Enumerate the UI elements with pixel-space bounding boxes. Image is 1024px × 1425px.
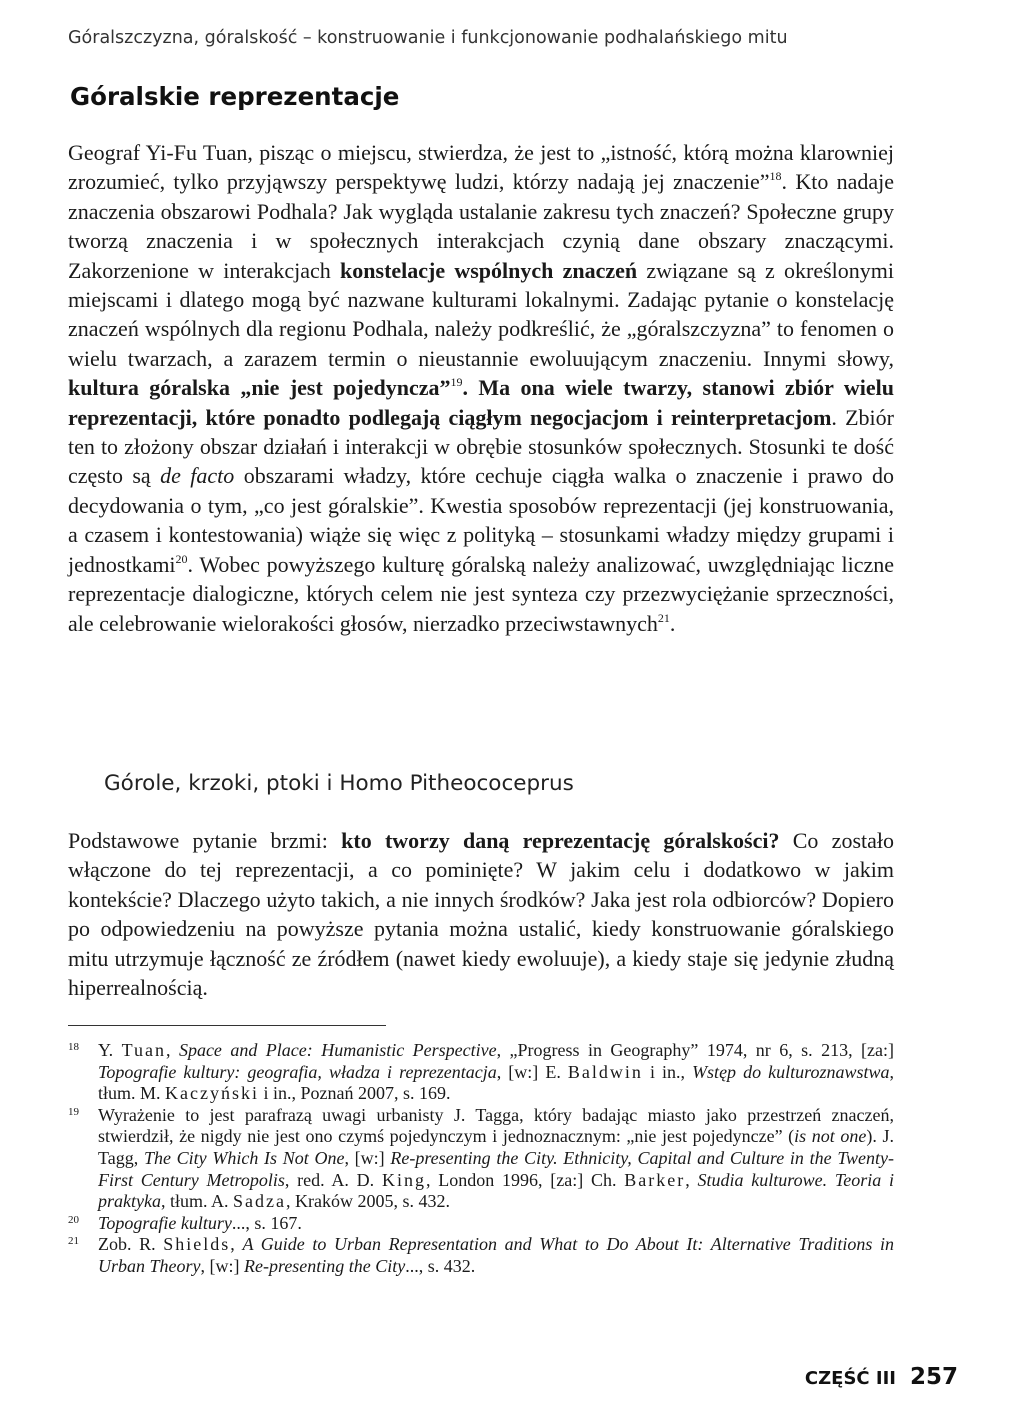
text-run: Y.	[98, 1040, 122, 1060]
author-name: Kaczyński	[165, 1083, 259, 1104]
italic-title: Wstęp do kulturoznawstwa	[692, 1061, 890, 1082]
footnote-number: 20	[68, 1213, 79, 1226]
footnote-20	[68, 1213, 894, 1235]
italic-title: Re-presenting the City	[244, 1255, 406, 1276]
text-run: i in.,	[642, 1061, 693, 1082]
running-head: Góralszczyzna, góralskość – konstruowanie i funkcjonowanie podhalańskiego mitu	[68, 28, 788, 48]
text-run: . Kto nadaje znaczenia obszarowi Podhala? Jak wygląda ustalanie zakresu tych znaczeń? Społeczne grupy tworzą znaczenia i w społecznych interakcjach czynią dane obszary znaczącymi. Zakorzenione w interakcjach	[68, 169, 895, 283]
paragraph-2	[68, 826, 894, 1002]
text-run: , [w:] E.	[496, 1061, 568, 1082]
text-run: ,	[685, 1169, 698, 1190]
footnotes	[68, 1040, 894, 1278]
part-label: CZĘŚĆ III	[804, 1368, 896, 1389]
author-name: Baldwin	[567, 1061, 643, 1082]
subheading: Górole, krzoki, ptoki i Homo Pitheococeprus	[104, 771, 574, 796]
text-run: , [w:]	[344, 1147, 391, 1168]
text-run: Zob. R.	[98, 1234, 164, 1255]
text-run: Podstawowe pytanie brzmi:	[68, 828, 342, 853]
footnote-ref-19[interactable]: 19	[450, 375, 463, 390]
text-run: Geograf Yi-Fu Tuan, pisząc o miejscu, stwierdza, że jest to „istność, którą można klarowniej zrozumieć, tylko przyjąwszy perspektywę ludzi, którzy nadają jej znaczenie”	[68, 140, 894, 195]
text-run: ,	[165, 1040, 179, 1060]
text-run: ,	[230, 1234, 243, 1255]
text-run: Wyrażenie to jest parafrazą uwagi urbanisty J. Tagga, który badając miasto jako przestrzeń znaczeń, stwierdził, że nigdy nie jest ono czymś pojedynczym i jednoznacznym: „nie jest pojedyncze” (	[98, 1104, 894, 1147]
author-name: King	[381, 1169, 426, 1190]
text-run: , tłum. A.	[160, 1191, 233, 1212]
footnote-number: 21	[68, 1235, 79, 1248]
bold-phrase: konstelacje wspólnych znaczeń	[340, 257, 638, 283]
italic-title: Re-presenting the City. Ethnicity, Capital and Culture in the Twenty-First Century Metropolis	[98, 1147, 894, 1190]
footnote-ref-18[interactable]: 18	[769, 169, 782, 184]
text-run: ..., s. 432.	[405, 1255, 476, 1276]
footnote-21	[68, 1234, 894, 1277]
text-run: , London 1996, [za:] Ch.	[425, 1169, 625, 1190]
page-number: 257	[909, 1364, 958, 1390]
text-run: . Zbiór ten to złożony obszar działań i interakcji w obrębie stosunków społecznych. Stosunki te dość często są	[68, 404, 894, 489]
footnote-number: 18	[68, 1041, 79, 1053]
author-name: Barker	[624, 1169, 686, 1190]
italic-phrase: de facto	[160, 463, 235, 489]
footnote-19	[68, 1105, 894, 1213]
text-run: , [w:]	[200, 1255, 244, 1276]
bold-phrase: kto tworzy daną reprezentację góralskości?	[341, 828, 780, 853]
text-run: ). J. Tagg,	[98, 1126, 894, 1168]
footnote-divider	[68, 1025, 386, 1026]
text-run: , red. A. D.	[284, 1169, 382, 1190]
section-heading: Góralskie reprezentacje	[70, 82, 400, 111]
italic-title: Space and Place: Humanistic Perspective	[178, 1040, 497, 1060]
footnote-ref-21[interactable]: 21	[657, 610, 670, 625]
author-name: Tuan	[121, 1040, 166, 1060]
italic-title: Topografie kultury	[98, 1212, 232, 1233]
italic-title: Studia kulturowe. Teoria i praktyka	[98, 1169, 895, 1212]
text-run: i in., Poznań 2007, s. 169.	[259, 1083, 451, 1104]
italic-title: Topografie kultury: geografia, władza i reprezentacja	[98, 1061, 497, 1082]
bold-phrase: . Ma ona wiele twarzy, stanowi zbiór wielu reprezentacji, które ponadto podlegają ciągłym negocjacjom i reinterpretacjom	[68, 375, 895, 430]
italic-title: A Guide to Urban Representation and What to Do About It: Alternative Traditions in Urban Theory	[98, 1234, 894, 1276]
text-run: , „Progress in Geography” 1974, nr 6, s. 213, [za:]	[496, 1040, 895, 1060]
text-run: ..., s. 167.	[231, 1212, 302, 1233]
text-run: obszarami władzy, które cechuje ciągła walka o znaczenie i prawo do decydowania o tym, „co jest góralskie”. Kwestia sposobów reprezentacji (jej konstruowania, a czasem i kontestowania) wiąże się więc z polityką – stosunkami władzy między grupami i jednostkami	[68, 463, 894, 577]
paragraph-1	[68, 138, 894, 638]
italic-title: The City Which Is Not One	[143, 1147, 345, 1168]
text-run: . Wobec powyższego kulturę góralską należy analizować, uwzględniając liczne reprezentacje dialogiczne, których celem nie jest synteza czy przezwyciężanie sprzeczności, ale celebrowanie wielorakości głosów, nierzadko przeciwstawnych	[68, 551, 894, 636]
footnote-18	[68, 1040, 894, 1105]
text-run: związane są z określonymi miejscami i dlatego mogą być nazwane kulturami lokalnymi. Zadając pytanie o konstelację znaczeń wspólnych dla regionu Podhala, należy podkreślić, że „góralszczyzna” to fenomen o wielu twarzach, a zarazem termin o nieustannie ewoluującym znaczeniu. Innymi słowy,	[68, 257, 895, 371]
text-run: .	[669, 610, 676, 636]
author-name: Shields	[163, 1234, 231, 1255]
page-footer	[805, 1364, 958, 1390]
italic-phrase: is not one	[794, 1126, 867, 1147]
footnote-ref-20[interactable]: 20	[175, 551, 188, 566]
text-run: , tłum. M.	[98, 1061, 895, 1104]
text-run: Co zostało włączone do tej reprezentacji, a co pominięte? W jakim celu i dodatkowo w jakim kontekście? Dlaczego użyto takich, a nie innych środków? Jaka jest rola odbiorców? Dopiero po odpowiedzeniu na powyższe pytania można ustalić, kiedy konstruowanie góralskiego mitu utrzymuje łączność ze źródłem (nawet kiedy ewoluuje), a kiedy staje się jedynie złudną hiperrealnością.	[68, 828, 894, 1001]
footnote-number: 19	[68, 1105, 79, 1118]
author-name: Sadza	[233, 1191, 286, 1212]
bold-phrase: kultura góralska „nie jest pojedyncza”	[68, 375, 451, 401]
text-run: , Kraków 2005, s. 432.	[285, 1191, 450, 1212]
